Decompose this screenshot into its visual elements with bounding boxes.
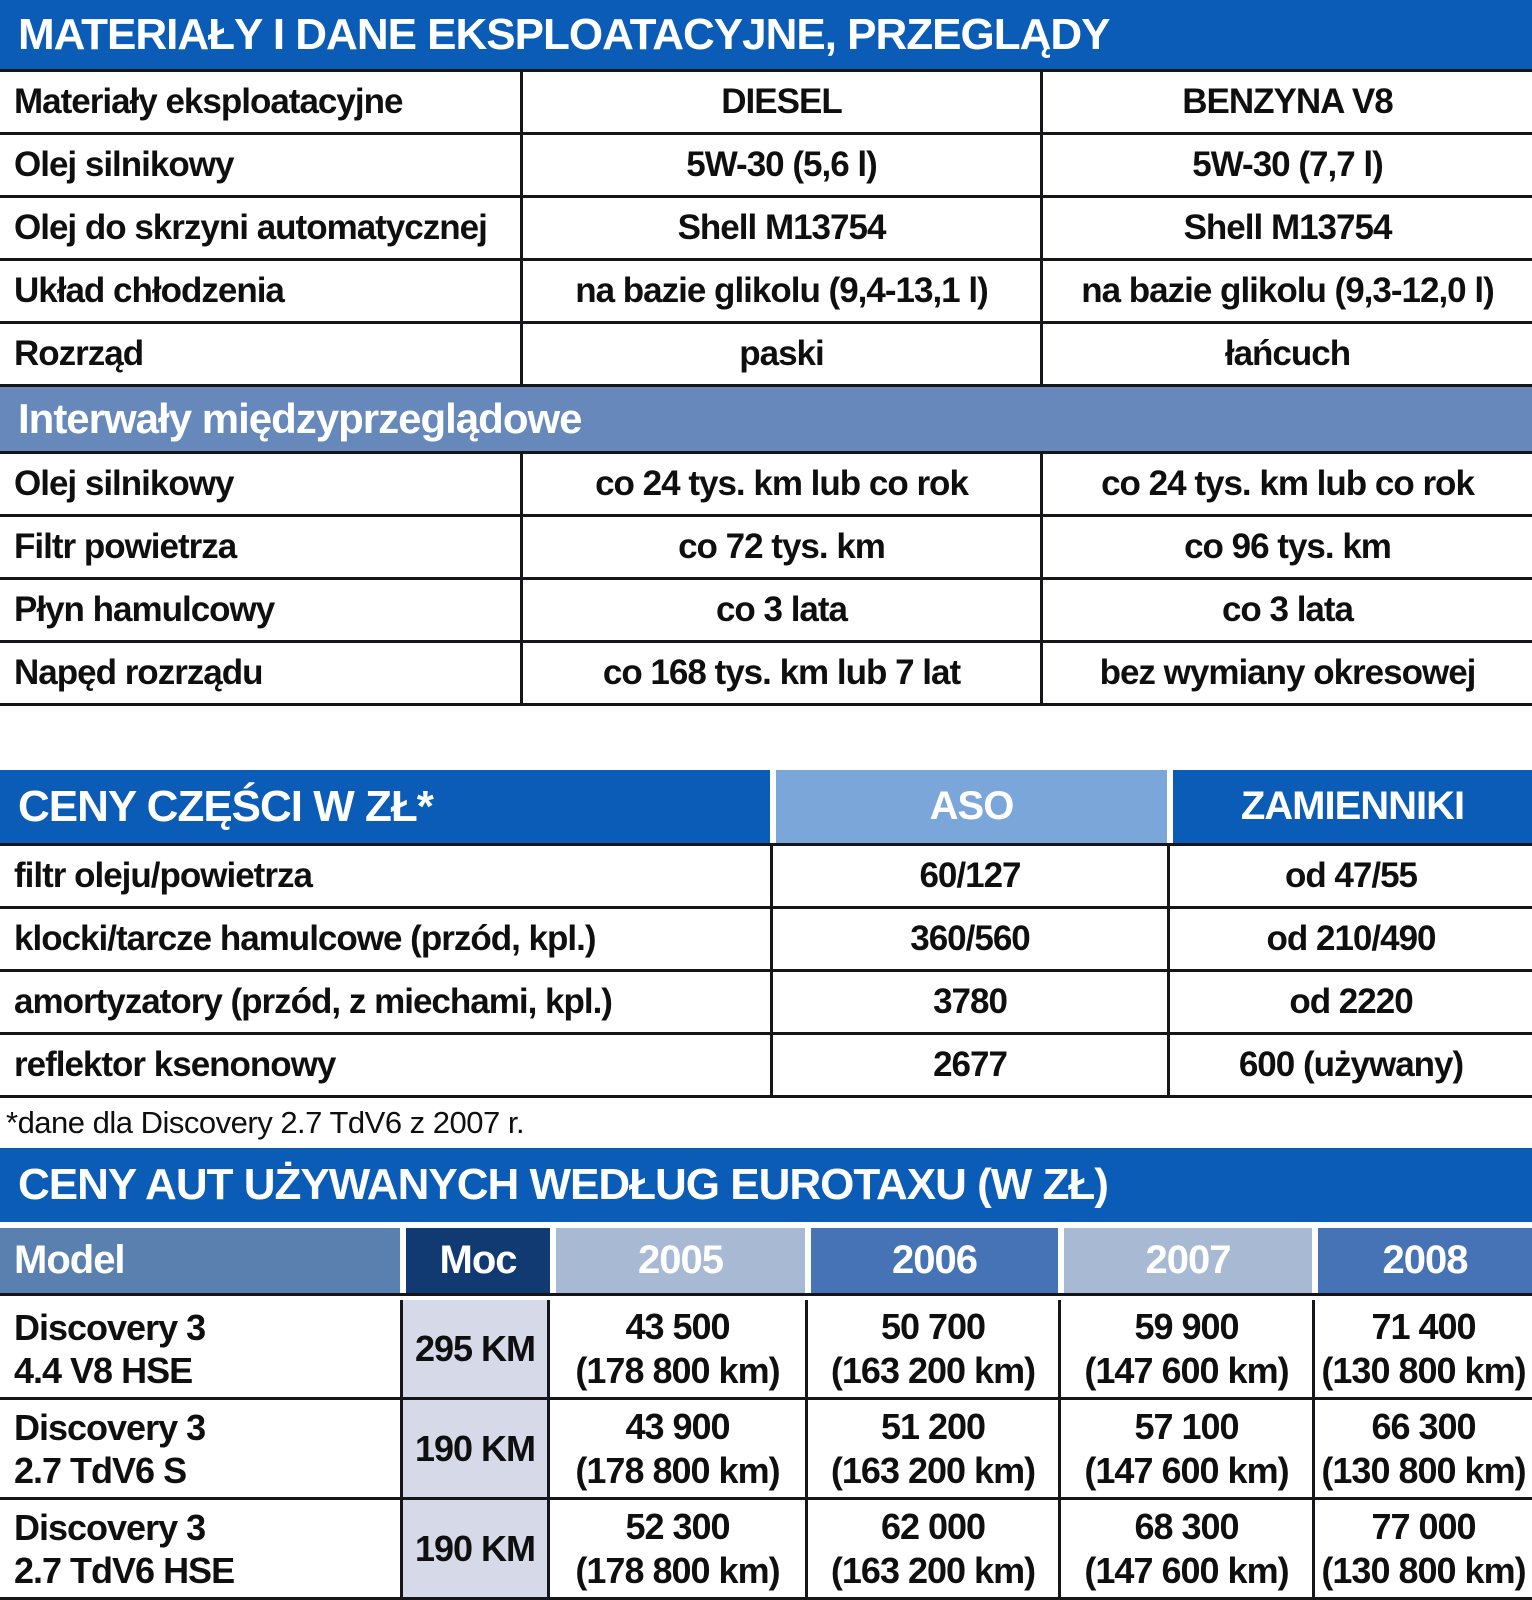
row-label: Płyn hamulcowy bbox=[14, 590, 275, 629]
used-cars-table-title-bar bbox=[0, 1148, 1532, 1222]
price-cell-2008 bbox=[1312, 1500, 1532, 1597]
column-header-benzyna: BENZYNA V8 bbox=[1040, 72, 1532, 132]
model-name bbox=[0, 1400, 400, 1497]
cell-value: paski bbox=[520, 324, 1040, 384]
column-header-zamienniki: ZAMIENNIKI bbox=[1167, 770, 1532, 843]
price-mileage: (163 200 km) bbox=[830, 1449, 1036, 1491]
section-gap bbox=[0, 706, 1532, 770]
row-label: Olej silnikowy bbox=[14, 145, 234, 184]
price-value: 62 000 bbox=[880, 1505, 986, 1547]
table-row bbox=[0, 1400, 1532, 1500]
cell-value: co 24 tys. km lub co rok bbox=[1040, 454, 1532, 514]
column-header-materials: Materiały eksploatacyjne bbox=[14, 82, 403, 121]
table-row bbox=[0, 454, 1532, 517]
column-header-2008: 2008 bbox=[1312, 1228, 1532, 1293]
price-value: 71 400 bbox=[1371, 1305, 1476, 1347]
used-cars-header-row bbox=[0, 1228, 1532, 1296]
price-cell-2006 bbox=[805, 1400, 1058, 1497]
price-cell-2007 bbox=[1058, 1400, 1312, 1497]
intervals-subheader: Interwały międzyprzeglądowe bbox=[18, 395, 582, 442]
price-value: 52 300 bbox=[625, 1505, 730, 1547]
power-cell: 190 KM bbox=[400, 1400, 550, 1497]
price-value: 43 500 bbox=[625, 1305, 730, 1347]
table-row bbox=[0, 135, 1532, 198]
table-row bbox=[0, 972, 1532, 1035]
price-value: 57 100 bbox=[1134, 1405, 1239, 1447]
cell-value: łańcuch bbox=[1040, 324, 1532, 384]
table-row bbox=[0, 1500, 1532, 1600]
intervals-subheader-bar bbox=[0, 387, 1532, 454]
cell-value: co 168 tys. km lub 7 lat bbox=[520, 643, 1040, 703]
price-cell-2006 bbox=[805, 1300, 1058, 1397]
price-mileage: (147 600 km) bbox=[1084, 1349, 1289, 1391]
price-mileage: (178 800 km) bbox=[575, 1449, 780, 1491]
table-row bbox=[0, 909, 1532, 972]
model-line1: Discovery 3 bbox=[14, 1506, 206, 1548]
cell-value: co 96 tys. km bbox=[1040, 517, 1532, 577]
cell-value: od 2220 bbox=[1167, 972, 1532, 1032]
table-row bbox=[0, 261, 1532, 324]
table-row bbox=[0, 580, 1532, 643]
cell-value: 2677 bbox=[770, 1035, 1167, 1095]
cell-value: 600 (używany) bbox=[1167, 1035, 1532, 1095]
price-cell-2008 bbox=[1312, 1400, 1532, 1497]
column-header-2007: 2007 bbox=[1058, 1228, 1312, 1293]
table-row bbox=[0, 846, 1532, 909]
row-label: Rozrząd bbox=[14, 334, 144, 373]
table-row bbox=[0, 324, 1532, 387]
model-name bbox=[0, 1300, 400, 1397]
model-line1: Discovery 3 bbox=[14, 1406, 206, 1448]
cell-value: 5W-30 (5,6 l) bbox=[520, 135, 1040, 195]
price-value: 51 200 bbox=[880, 1405, 986, 1447]
cell-value: 60/127 bbox=[770, 846, 1167, 906]
column-header-diesel: DIESEL bbox=[520, 72, 1040, 132]
price-value: 66 300 bbox=[1371, 1405, 1476, 1447]
price-mileage: (130 800 km) bbox=[1321, 1549, 1526, 1591]
price-mileage: (147 600 km) bbox=[1084, 1549, 1289, 1591]
model-line2: 2.7 TdV6 HSE bbox=[14, 1549, 235, 1591]
price-value: 68 300 bbox=[1134, 1505, 1239, 1547]
cell-value: co 72 tys. km bbox=[520, 517, 1040, 577]
cell-value: od 47/55 bbox=[1167, 846, 1532, 906]
price-value: 59 900 bbox=[1134, 1305, 1239, 1347]
price-cell-2005 bbox=[550, 1400, 805, 1497]
column-header-2006: 2006 bbox=[805, 1228, 1058, 1293]
model-line1: Discovery 3 bbox=[14, 1306, 206, 1348]
price-mileage: (178 800 km) bbox=[575, 1549, 780, 1591]
price-mileage: (147 600 km) bbox=[1084, 1449, 1289, 1491]
table-row bbox=[0, 643, 1532, 706]
power-cell: 295 KM bbox=[400, 1300, 550, 1397]
parts-table-title: CENY CZĘŚCI W ZŁ* bbox=[0, 770, 770, 843]
table-row bbox=[0, 1300, 1532, 1400]
cell-value: 360/560 bbox=[770, 909, 1167, 969]
price-value: 43 900 bbox=[625, 1405, 730, 1447]
price-cell-2006 bbox=[805, 1500, 1058, 1597]
used-cars-table-title: CENY AUT UŻYWANYCH WEDŁUG EUROTAXU (W ZŁ) bbox=[18, 1160, 1108, 1209]
table-row bbox=[0, 1035, 1532, 1098]
price-mileage: (130 800 km) bbox=[1321, 1449, 1526, 1491]
parts-table-header-band bbox=[0, 770, 1532, 846]
price-cell-2008 bbox=[1312, 1300, 1532, 1397]
cell-value: co 3 lata bbox=[1040, 580, 1532, 640]
model-name bbox=[0, 1500, 400, 1597]
row-label: Filtr powietrza bbox=[14, 527, 237, 566]
row-label: Układ chłodzenia bbox=[14, 271, 284, 310]
cell-value: Shell M13754 bbox=[520, 198, 1040, 258]
footnote: *dane dla Discovery 2.7 TdV6 z 2007 r. bbox=[6, 1105, 525, 1140]
model-line2: 4.4 V8 HSE bbox=[14, 1349, 193, 1391]
row-label: Napęd rozrządu bbox=[14, 653, 263, 692]
price-mileage: (130 800 km) bbox=[1321, 1349, 1526, 1391]
cell-value: 5W-30 (7,7 l) bbox=[1040, 135, 1532, 195]
cell-value: 3780 bbox=[770, 972, 1167, 1032]
cell-value: bez wymiany okresowej bbox=[1040, 643, 1532, 703]
maintenance-table-title-bar bbox=[0, 0, 1532, 72]
column-header-model: Model bbox=[0, 1228, 400, 1293]
table-row bbox=[0, 517, 1532, 580]
cell-value: na bazie glikolu (9,3-12,0 l) bbox=[1040, 261, 1532, 321]
price-value: 77 000 bbox=[1371, 1505, 1476, 1547]
model-line2: 2.7 TdV6 S bbox=[14, 1449, 187, 1491]
row-label: reflektor ksenonowy bbox=[14, 1045, 336, 1084]
table-row bbox=[0, 198, 1532, 261]
row-label: klocki/tarcze hamulcowe (przód, kpl.) bbox=[14, 919, 596, 958]
price-value: 50 700 bbox=[880, 1305, 986, 1347]
column-header-2005: 2005 bbox=[550, 1228, 805, 1293]
row-label: Olej silnikowy bbox=[14, 464, 234, 503]
price-mileage: (178 800 km) bbox=[575, 1349, 780, 1391]
row-label: Olej do skrzyni automatycznej bbox=[14, 208, 487, 247]
price-cell-2005 bbox=[550, 1500, 805, 1597]
power-cell: 190 KM bbox=[400, 1500, 550, 1597]
price-cell-2005 bbox=[550, 1300, 805, 1397]
cell-value: co 3 lata bbox=[520, 580, 1040, 640]
maintenance-table-title: MATERIAŁY I DANE EKSPLOATACYJNE, PRZEGLĄDY bbox=[18, 9, 1110, 59]
row-label: amortyzatory (przód, z miechami, kpl.) bbox=[14, 982, 612, 1021]
cell-value: co 24 tys. km lub co rok bbox=[520, 454, 1040, 514]
price-cell-2007 bbox=[1058, 1500, 1312, 1597]
maintenance-header-row bbox=[0, 72, 1532, 135]
column-header-aso: ASO bbox=[770, 770, 1167, 843]
row-label: filtr oleju/powietrza bbox=[14, 856, 312, 895]
cell-value: na bazie glikolu (9,4-13,1 l) bbox=[520, 261, 1040, 321]
column-header-moc: Moc bbox=[400, 1228, 550, 1293]
price-mileage: (163 200 km) bbox=[830, 1349, 1036, 1391]
cell-value: Shell M13754 bbox=[1040, 198, 1532, 258]
cell-value: od 210/490 bbox=[1167, 909, 1532, 969]
price-cell-2007 bbox=[1058, 1300, 1312, 1397]
price-mileage: (163 200 km) bbox=[830, 1549, 1036, 1591]
